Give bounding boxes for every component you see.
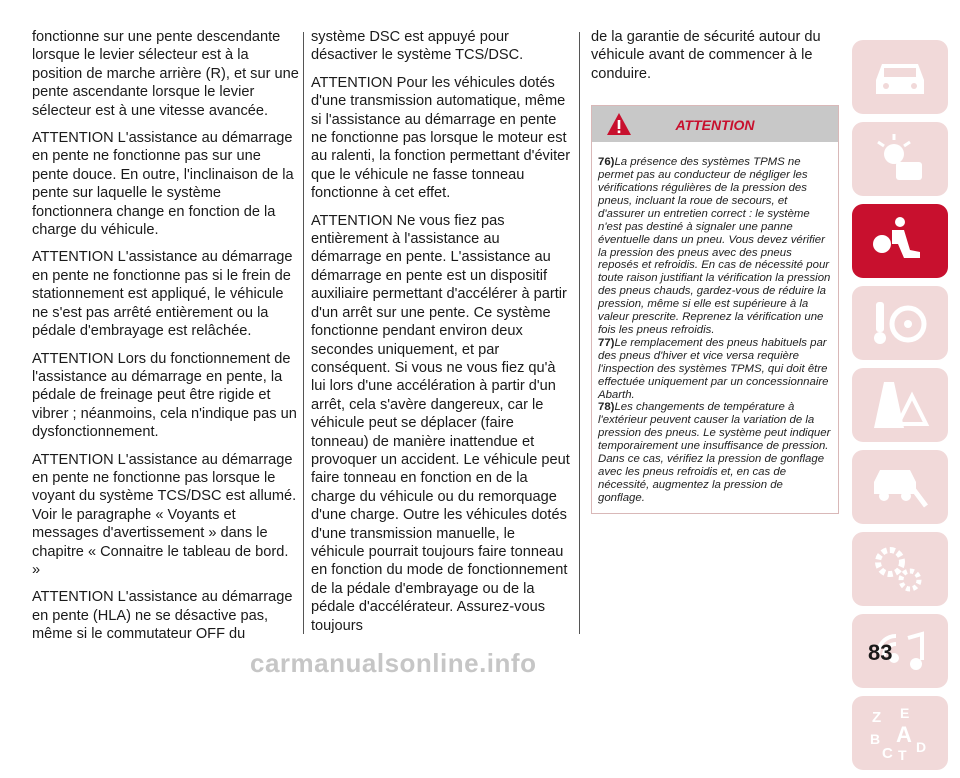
gears-icon [870, 542, 930, 596]
column-divider [303, 32, 304, 634]
warning-title: ATTENTION [675, 117, 755, 134]
warning-item [598, 401, 832, 504]
index-letter: D [916, 739, 927, 755]
index-letter: Z [872, 709, 882, 726]
tab-multimedia[interactable] [852, 614, 948, 688]
note-number: 77) [598, 336, 615, 349]
warning-header [592, 106, 838, 142]
car-icon [870, 50, 930, 104]
tab-starting-driving[interactable] [852, 286, 948, 360]
warning-box [591, 105, 839, 513]
warning-item [598, 156, 832, 337]
warning-body [592, 142, 838, 512]
text-column-2 [311, 28, 571, 644]
paragraph: ATTENTION Ne vous fiez pas entièrement à l'assistance au démarrage en pente. L'assistance au démarrage en pente est un dispositif auxiliaire permettant d'accélérer à partir d'un arrêt sur une pente. Ce système fonctionne pendant environ deux secondes uniquement, et par conséquent. Si vous ne vous fiez qu'à lui lors d'une accélération à partir d'un arrêt, cela s'avère dangereux, car le véhicule peut se déplacer (faire tonneau) de manière inattendue et provoquer un accident. Le véhicule peut faire tonneau en fonction en de la charge du véhicule ou du remorquage d'une charge. Outre les véhicules dotés d'une transmission manuelle, le véhicule pourrait toujours faire tonneau en fonction du mode de fonctionnement de la pédale d'embrayage ou de la pédale d'accélérateur. Assurez-vous toujours [311, 212, 570, 634]
note-number: 76) [598, 156, 615, 169]
note-number: 78) [598, 401, 615, 414]
page-number: 83 [868, 640, 893, 665]
note-text: Les changements de température à l'extérieur peuvent causer la variation de la pression des pneus. Le système peut indiquer temporairement une insuffisance de pression. Dans ce cas, vérifiez la pression de gonflage avec les pneus refroidis et, en cas de nécessité, augmentez la pression de gonflage. [598, 401, 831, 504]
column-divider [579, 32, 580, 634]
alphabet-index-icon [870, 706, 930, 760]
tab-safety[interactable] [852, 204, 948, 278]
key-steering-icon [870, 296, 930, 350]
tab-technical-data[interactable] [852, 532, 948, 606]
index-letter: E [900, 706, 910, 721]
note-text: La présence des systèmes TPMS ne permet pas au conducteur de négliger les vérifications régulières de la pression des pneus, incluant la roue de secours, et d'assurer un entretien correct : le système n'est pas destiné à signaler une panne éventuelle dans un pneu. Vous devez vérifier la pression des pneus avec des pneus reposés et refroidis. En cas de nécessité pour toute raison justifiant la vérification la pression des pneus chauds, gardez-vous de réduire la pression, même si elle est supérieure à la valeur prescrite. Reprenez la vérification une fois les pneus refroidis. [598, 156, 831, 336]
tab-warning-lights[interactable] [852, 122, 948, 196]
road-warning-icon [870, 378, 930, 432]
paragraph: ATTENTION L'assistance au démarrage en pente ne fonctionne pas si le frein de stationnement est appliqué, le véhicule ne s'est pas arrêté entièrement ou la pédale d'embrayage est relâchée. [32, 249, 293, 340]
tab-car[interactable] [852, 40, 948, 114]
paragraph: ATTENTION L'assistance au démarrage en pente ne fonctionne pas sur une pente douce. En outre, l'inclinaison de la pente sur laquelle le système fonctionnera change en fonction de la charge du véhicule. [32, 130, 294, 239]
warning-lights-icon [870, 132, 930, 186]
tab-index[interactable] [852, 696, 948, 770]
tab-maintenance[interactable] [852, 450, 948, 524]
paragraph: fonctionne sur une pente descendante lorsque le levier sélecteur est à la position de marche arrière (R), et sur une pente ascendante lorsque le levier sélecteur est à une vitesse avancée. [32, 29, 299, 119]
index-letter: T [898, 747, 907, 760]
paragraph: ATTENTION L'assistance au démarrage en pente (HLA) ne se désactive pas, même si le commutateur OFF du [32, 589, 293, 643]
text-column-3 [591, 28, 841, 514]
tab-emergency[interactable] [852, 368, 948, 442]
paragraph: ATTENTION Pour les véhicules dotés d'une transmission automatique, même si l'assistance au démarrage en pente ne fonctionne pas lorsque le moteur est au ralenti, la fonction permettant d'éviter que le véhicule ne fasse tonneau fonctionne à cet effet. [311, 74, 571, 202]
watermark: carmanualsonline.info [250, 648, 537, 678]
paragraph: système DSC est appuyé pour désactiver le système TCS/DSC. [311, 29, 524, 64]
car-service-icon [870, 460, 930, 514]
paragraph: ATTENTION Lors du fonctionnement de l'assistance au démarrage en pente, la pédale de freinage peut être rigide et vibrer ; néanmoins, cela n'indique pas un dysfonctionnement. [32, 350, 297, 441]
index-letter: C [882, 745, 893, 760]
chapter-tabs [852, 40, 948, 778]
index-letter: A [896, 722, 912, 747]
text-column-1 [32, 28, 300, 653]
paragraph: de la garantie de sécurité autour du véhicule avant de commencer à le conduire. [591, 29, 821, 82]
airbag-seat-icon [870, 214, 930, 268]
note-text: Le remplacement des pneus habituels par des pneus d'hiver et vice versa requière l'inspection des systèmes TPMS, qui doit être effectuée uniquement par un concessionnaire Abarth. [598, 336, 829, 401]
warning-item [598, 337, 832, 402]
paragraph: ATTENTION L'assistance au démarrage en pente ne fonctionne pas lorsque le voyant du système TCS/DSC est allumé. Voir le paragraphe « Voyants et messages d'avertissement » dans le chapitre « Connaitre le tableau de bord. » [32, 451, 297, 578]
index-letter: B [870, 731, 881, 747]
